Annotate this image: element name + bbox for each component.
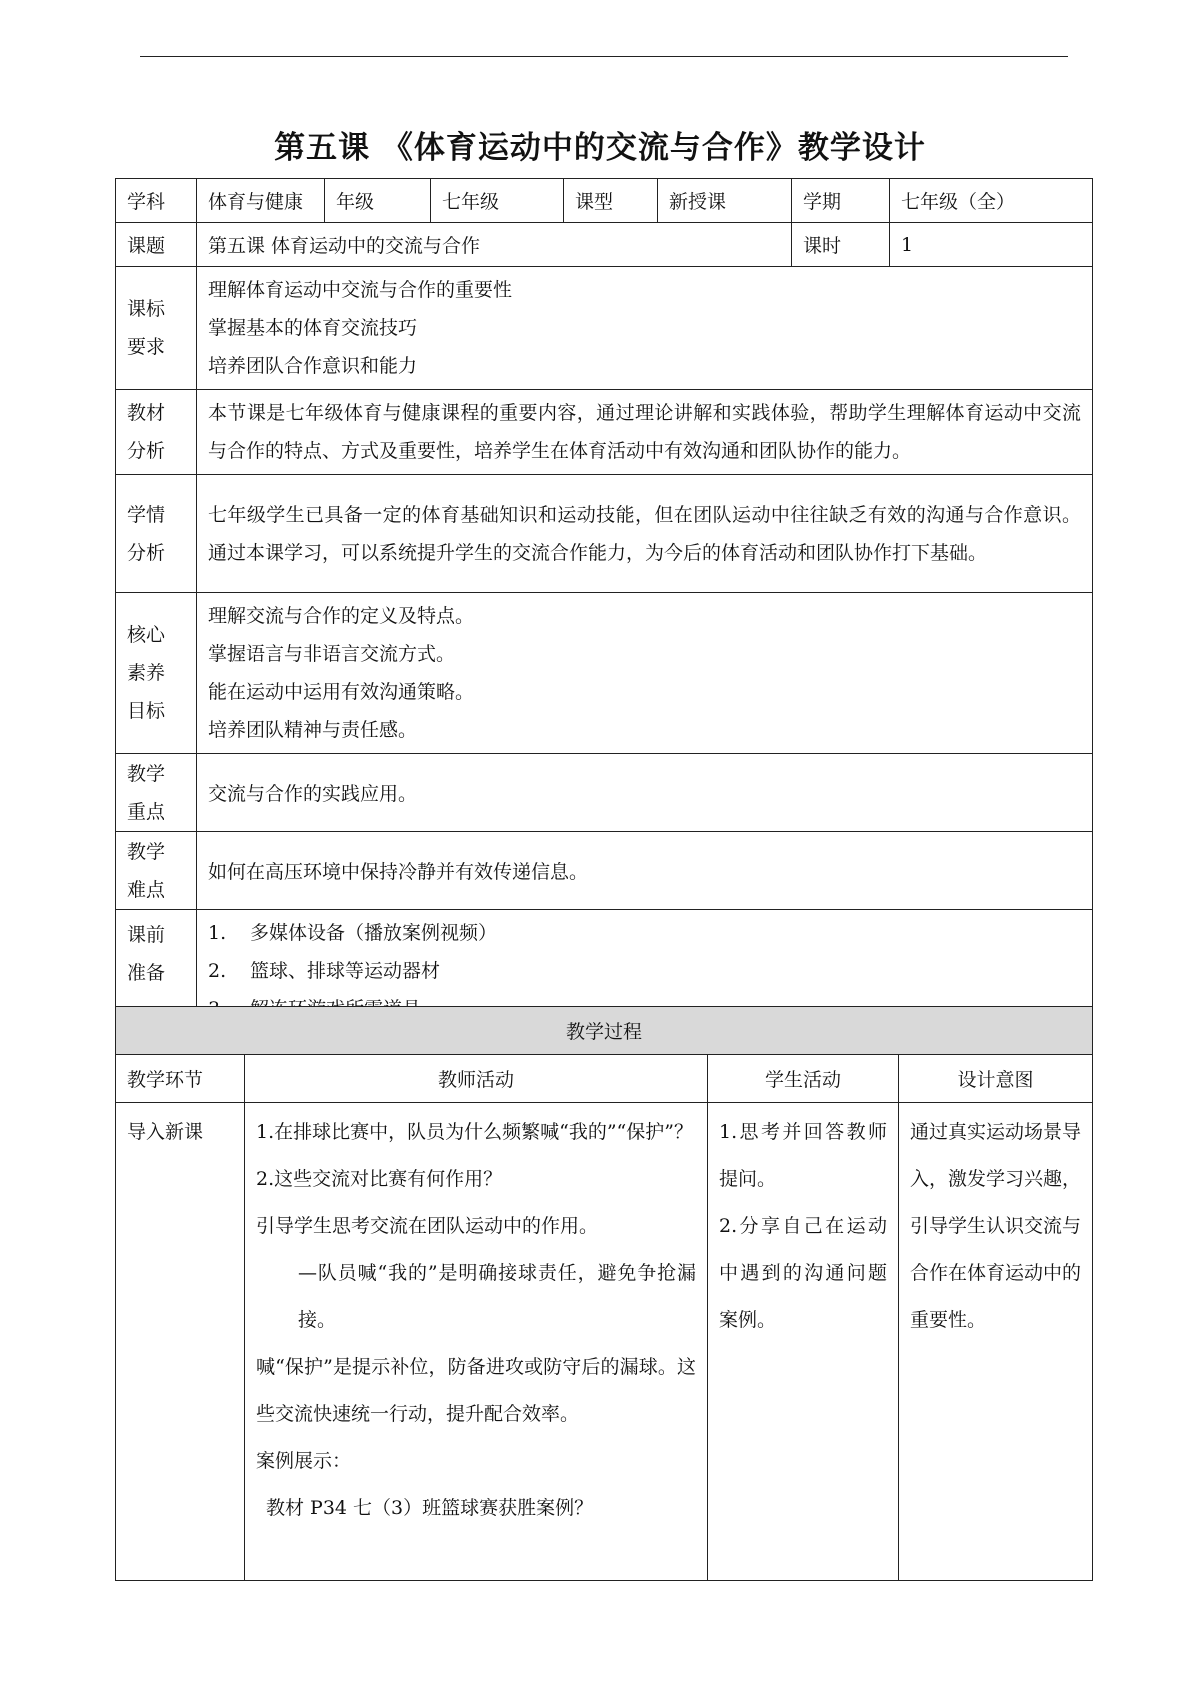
header-stage: 教学环节: [116, 1055, 245, 1103]
process-section-title: 教学过程: [116, 1007, 1093, 1055]
grade-value: 七年级: [431, 179, 564, 223]
teacher-line: 案例展示：: [256, 1450, 352, 1472]
teacher-line: 2.这些交流对比赛有何作用？: [256, 1168, 503, 1190]
term-label: 学期: [792, 179, 890, 223]
material-text: 本节课是七年级体育与健康课程的重要内容，通过理论讲解和实践体验，帮助学生理解体育运动中交流与合作的特点、方式及重要性，培养学生在体育活动中有效沟通和团队协作的能力。: [208, 402, 1081, 462]
standards-content: [197, 267, 1093, 390]
hours-label: 课时: [792, 223, 890, 267]
standards-item: 培养团队合作意识和能力: [208, 355, 418, 377]
header-rule: [140, 56, 1068, 57]
teacher-line: 引导学生思考交流在团队运动中的作用。: [256, 1215, 599, 1237]
core-label: 核心 素养 目标: [116, 593, 197, 754]
type-value: 新授课: [658, 179, 792, 223]
subject-label: 学科: [116, 179, 197, 223]
header-teacher: 教师活动: [245, 1055, 708, 1103]
difficulty-row: [116, 832, 1093, 910]
key-point-label: 教学 重点: [116, 754, 197, 832]
key-point-row: [116, 754, 1093, 832]
standards-row: [116, 267, 1093, 390]
hours-value: 1: [890, 223, 1093, 267]
prep-label: 课前 准备: [116, 910, 197, 1033]
students-content: [197, 475, 1093, 593]
prep-item: 2. 篮球、排球等运动器材: [208, 960, 441, 982]
header-intent: 设计意图: [899, 1055, 1093, 1103]
intent-text: 通过真实运动场景导入，激发学习兴趣，引导学生认识交流与合作在体育运动中的重要性。: [910, 1121, 1082, 1331]
teacher-line: 喊“保护”是提示补位，防备进攻或防守后的漏球。这些交流快速统一行动，提升配合效率。: [256, 1356, 696, 1425]
topic-label: 课题: [116, 223, 197, 267]
teacher-line: 1.在排球比赛中，队员为什么频繁喊“我的”“保护”？: [256, 1121, 693, 1143]
process-row-intro: [116, 1103, 1093, 1581]
students-row: [116, 475, 1093, 593]
difficulty-text: 如何在高压环境中保持冷静并有效传递信息。: [197, 832, 1093, 910]
teacher-line: 教材 P34 七（3）班篮球赛获胜案例？: [266, 1497, 594, 1519]
process-table: [115, 1006, 1093, 1581]
core-row: [116, 593, 1093, 754]
info-row-topic: [116, 223, 1093, 267]
prep-item: 1. 多媒体设备（播放案例视频）: [208, 922, 498, 944]
core-item: 能在运动中运用有效沟通策略。: [208, 681, 475, 703]
grade-label: 年级: [325, 179, 431, 223]
student-line: 2.分享自己在运动中遇到的沟通问题案例。: [719, 1215, 887, 1331]
core-item: 理解交流与合作的定义及特点。: [208, 605, 475, 627]
material-content: [197, 390, 1093, 475]
difficulty-label: 教学 难点: [116, 832, 197, 910]
core-content: [197, 593, 1093, 754]
stage-cell: [116, 1103, 245, 1581]
teacher-line: —队员喊“我的”是明确接球责任，避免争抢漏接。: [298, 1262, 696, 1331]
topic-value: 第五课 体育运动中的交流与合作: [197, 223, 792, 267]
material-label: 教材 分析: [116, 390, 197, 475]
header-student: 学生活动: [708, 1055, 899, 1103]
process-section-row: [116, 1007, 1093, 1055]
core-item: 掌握语言与非语言交流方式。: [208, 643, 456, 665]
standards-label: 课标 要求: [116, 267, 197, 390]
core-item: 培养团队精神与责任感。: [208, 719, 418, 741]
info-row-basic: [116, 179, 1093, 223]
material-row: [116, 390, 1093, 475]
stage-label: 导入新课: [127, 1121, 204, 1143]
subject-value: 体育与健康: [197, 179, 325, 223]
standards-item: 理解体育运动中交流与合作的重要性: [208, 279, 513, 301]
info-table: [115, 178, 1093, 1033]
key-point-text: 交流与合作的实践应用。: [197, 754, 1093, 832]
students-text: 七年级学生已具备一定的体育基础知识和运动技能，但在团队运动中往往缺乏有效的沟通与合作意识。通过本课学习，可以系统提升学生的交流合作能力，为今后的体育活动和团队协作打下基础。: [208, 503, 1081, 564]
student-line: 1.思考并回答教师提问。: [719, 1121, 887, 1190]
document-title: 第五课 《体育运动中的交流与合作》教学设计: [274, 130, 926, 166]
standards-item: 掌握基本的体育交流技巧: [208, 317, 418, 339]
design-intent-cell: [899, 1103, 1093, 1581]
teacher-activity-cell: [245, 1103, 708, 1581]
type-label: 课型: [564, 179, 658, 223]
students-label: 学情 分析: [116, 475, 197, 593]
term-value: 七年级（全）: [890, 179, 1093, 223]
student-activity-cell: [708, 1103, 899, 1581]
process-header-row: [116, 1055, 1093, 1103]
